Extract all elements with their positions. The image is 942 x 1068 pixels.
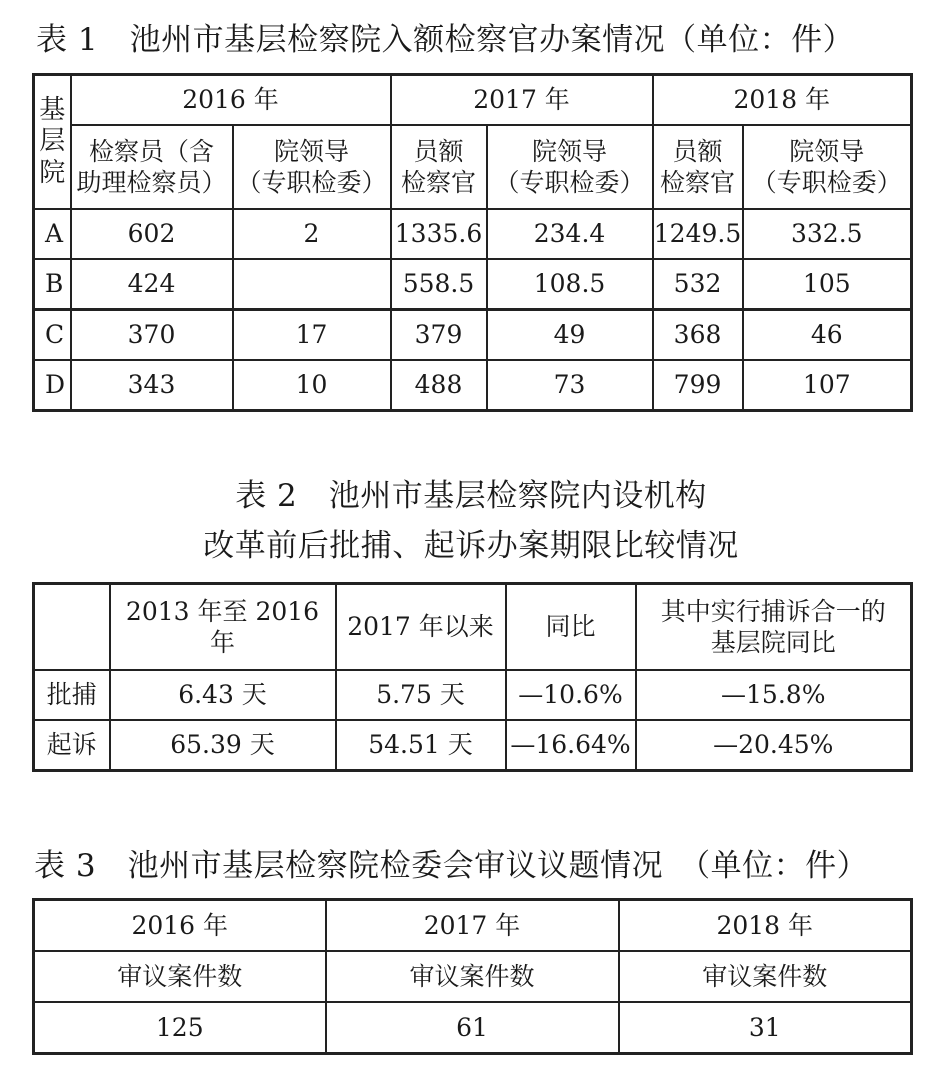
- table3-caption: 表 3 池州市基层检察院检委会审议议题情况 （单位：件）: [34, 848, 869, 884]
- table2-header: 其中实行捕诉合一的 基层院同比: [636, 584, 912, 671]
- table-cell: 332.5: [743, 209, 912, 259]
- table1-corner-char: 层: [39, 126, 66, 157]
- table-cell: 108.5: [487, 259, 653, 310]
- table-row: [34, 209, 912, 259]
- table1-corner-char: 院: [39, 157, 66, 188]
- table2-corner-cell: [34, 584, 110, 671]
- table1-corner-header: [34, 75, 71, 210]
- table-row: [34, 1002, 912, 1054]
- table-row: [34, 720, 912, 771]
- table2: [32, 582, 913, 772]
- table-cell: 6.43 天: [110, 670, 336, 720]
- table-cell: —15.8%: [636, 670, 912, 720]
- row-label: D: [34, 360, 71, 411]
- table-cell: 5.75 天: [336, 670, 506, 720]
- table3-year-row: [34, 900, 912, 952]
- table-cell: 10: [233, 360, 391, 411]
- table-cell: 105: [743, 259, 912, 310]
- table1-year-row: [34, 75, 912, 126]
- table1-year-header: 2018 年: [653, 75, 912, 126]
- table-cell: 54.51 天: [336, 720, 506, 771]
- table-row: [34, 360, 912, 411]
- table2-header-row: [34, 584, 912, 671]
- table3-year-header: 2018 年: [619, 900, 912, 952]
- table2-header: 2017 年以来: [336, 584, 506, 671]
- table-cell: 424: [71, 259, 233, 310]
- table-cell: 799: [653, 360, 743, 411]
- table3-year-header: 2016 年: [34, 900, 326, 952]
- table-cell: 49: [487, 310, 653, 361]
- table-cell: 234.4: [487, 209, 653, 259]
- table-cell: 1249.5: [653, 209, 743, 259]
- row-label: C: [34, 310, 71, 361]
- table2-caption-line2: 改革前后批捕、起诉办案期限比较情况: [203, 528, 739, 564]
- table1-subheader: 检察员（含 助理检察员）: [71, 125, 233, 209]
- table-row: [34, 259, 912, 310]
- table-cell: [233, 259, 391, 310]
- table-cell: —10.6%: [506, 670, 636, 720]
- table-cell: 73: [487, 360, 653, 411]
- table3-subheader: 审议案件数: [619, 951, 912, 1002]
- table-cell: 107: [743, 360, 912, 411]
- table1-subheader: 员额 检察官: [391, 125, 487, 209]
- table-cell: 46: [743, 310, 912, 361]
- table-cell: 488: [391, 360, 487, 411]
- table-cell: 368: [653, 310, 743, 361]
- table2-caption-line1: 表 2 池州市基层检察院内设机构: [235, 478, 707, 514]
- table-cell: 2: [233, 209, 391, 259]
- table-cell: 558.5: [391, 259, 487, 310]
- row-label: 起诉: [34, 720, 110, 771]
- table1-subheader: 员额 检察官: [653, 125, 743, 209]
- table-cell: 343: [71, 360, 233, 411]
- table3-subheader-row: [34, 951, 912, 1002]
- table2-header: 2013 年至 2016 年: [110, 584, 336, 671]
- table1-year-header: 2016 年: [71, 75, 391, 126]
- table-cell: 370: [71, 310, 233, 361]
- table1-subheader: 院领导 （专职检委）: [487, 125, 653, 209]
- table1-subheader: 院领导 （专职检委）: [743, 125, 912, 209]
- row-label: 批捕: [34, 670, 110, 720]
- table3-subheader: 审议案件数: [34, 951, 326, 1002]
- table-cell: —16.64%: [506, 720, 636, 771]
- table-cell: 1335.6: [391, 209, 487, 259]
- row-label: A: [34, 209, 71, 259]
- table-cell: 65.39 天: [110, 720, 336, 771]
- table-cell: 125: [34, 1002, 326, 1054]
- table1-year-header: 2017 年: [391, 75, 653, 126]
- table-cell: 602: [71, 209, 233, 259]
- table1: [32, 73, 913, 412]
- table-cell: —20.45%: [636, 720, 912, 771]
- table2-header: 同比: [506, 584, 636, 671]
- table1-corner-char: 基: [39, 95, 66, 126]
- table3: [32, 898, 913, 1055]
- table-cell: 17: [233, 310, 391, 361]
- table1-subheader: 院领导 （专职检委）: [233, 125, 391, 209]
- table3-subheader: 审议案件数: [326, 951, 619, 1002]
- row-label: B: [34, 259, 71, 310]
- table-cell: 31: [619, 1002, 912, 1054]
- table-cell: 61: [326, 1002, 619, 1054]
- table-row: [34, 310, 912, 361]
- table1-caption: 表 1 池州市基层检察院入额检察官办案情况（单位：件）: [36, 22, 855, 58]
- table1-subheader-row: [34, 125, 912, 209]
- table-row: [34, 670, 912, 720]
- table-cell: 379: [391, 310, 487, 361]
- table3-year-header: 2017 年: [326, 900, 619, 952]
- table-cell: 532: [653, 259, 743, 310]
